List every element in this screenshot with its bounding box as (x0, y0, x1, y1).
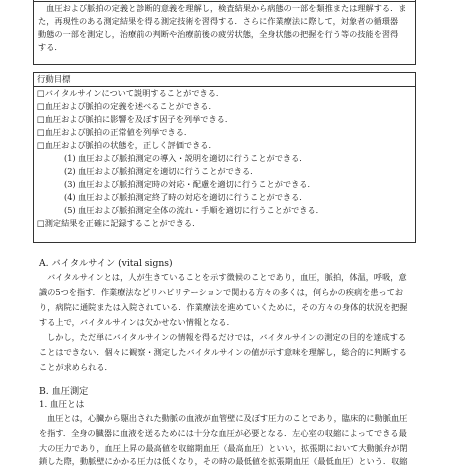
goal-subitem: (3) 血圧および脈拍測定時の対応・配慮を適切に行うことができる． (64, 179, 316, 189)
purpose-line: 血圧および脈拍の定義と診断的意義を理解し，検査結果から病態の一部を類推または理解する．ま (38, 3, 407, 13)
section-a-heading: A. バイタルサイン (vital signs) (39, 258, 173, 269)
goal-subitem: (1) 血圧および脈拍測定の導入・説明を適切に行うことができる． (64, 153, 308, 163)
goal-item: □血圧および脈拍の状態を，正しく評価できる． (37, 140, 217, 150)
section-a-line: バイタルサインとは，人が生きていることを示す徴候のことであり，血圧，脈拍，体温，呼吸，意 (47, 272, 407, 282)
goal-item: □血圧および脈拍の定義を述べることができる． (37, 101, 217, 111)
goal-subitem: (2) 血圧および脈拍測定を適切に行うことができる． (64, 166, 259, 176)
section-a-line: ことはできない．個々に観察・測定したバイタルサインの値が示す意味を理解し，総合的に判断する (39, 347, 407, 357)
section-b-line: 大の圧力であり，血圧上昇の最高値を収縮期血圧（最高血圧）といい，拡張期において大動脈弁が閉 (39, 443, 408, 453)
goal-item: □血圧および脈拍に影響を及ぼす因子を列挙できる． (37, 114, 234, 124)
goals-box (33, 72, 416, 243)
section-b-subheading: 1. 血圧とは (39, 400, 85, 410)
section-b-heading: B. 血圧測定 (39, 386, 89, 397)
purpose-line: 動態の一部を測定し，治療前の判断や治療前後の疲労状態，全身状態の把握を行う等の技能を習得 (38, 29, 399, 39)
section-a-line: ことが求められる． (39, 362, 113, 372)
section-b-line: 血圧とは，心臓から駆出された動脈の血液が血管壁に及ぼす圧力のことであり，臨床的に動脈血圧 (47, 413, 408, 423)
purpose-line: た，再現性のある測定結果を得る測定技術を習得する．さらに作業療法に際して，対象者の循環器 (38, 16, 399, 26)
goal-item: □バイタルサインについて説明することができる． (37, 88, 225, 98)
goal-item: □血圧および脈拍の正常値を列挙できる． (37, 127, 193, 137)
goals-heading: 行動目標 (34, 73, 415, 87)
goal-subitem: (4) 血圧および脈拍測定終了時の対応を適切に行うことができる． (64, 192, 308, 202)
section-a-line: しかし，ただ単にバイタルサインの情報を得るだけでは，バイタルサインの測定の目的を達成する (47, 332, 407, 342)
goal-item: □測定結果を正確に記録することができる． (37, 218, 201, 228)
section-b-line: を指す．全身の臓器に血液を送るためには十分な血圧が必要となる．左心室の収縮によってできる最 (39, 428, 407, 438)
goal-subitem: (5) 血圧および脈拍測定全体の流れ・手順を適切に行うことができる． (64, 205, 324, 215)
section-b-line: 鎖した際，動脈壁にかかる圧力は低くなり，その時の最低値を拡張期血圧（最低血圧）という．収縮 (39, 456, 408, 466)
purpose-line: する． (38, 42, 63, 52)
section-a-line: り，病院に通院または入院されている．作業療法を進めていくために，その方々の身体的状況を把握 (39, 302, 408, 312)
purpose-box (33, 0, 416, 65)
section-a-line: する上で，バイタルサインは欠かせない情報となる． (39, 317, 235, 327)
section-a-line: 識の5つを指す．作業療法などリハビリテーションで関わる方々の多くは，何らかの疾病を患ってお (39, 287, 404, 297)
